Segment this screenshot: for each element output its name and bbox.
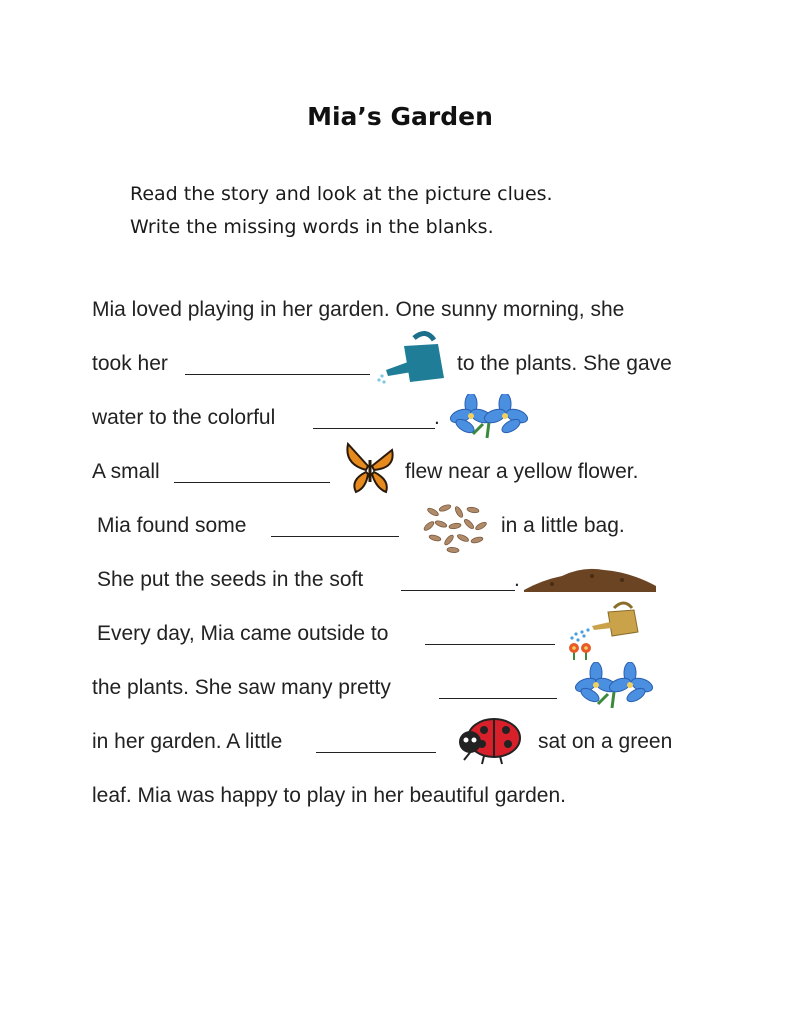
answer-blank[interactable] — [401, 590, 515, 591]
story-text: took her — [92, 352, 168, 375]
story-text: to the plants. She gave — [457, 352, 672, 375]
soil-pile-icon — [522, 564, 658, 594]
story-line-9 — [0, 722, 800, 762]
story-line-5 — [0, 506, 800, 546]
story-line-8 — [0, 668, 800, 708]
story-text: . — [514, 568, 520, 591]
story-text: Mia found some — [97, 514, 247, 537]
story-line-10 — [0, 776, 800, 816]
story-text: Every day, Mia came outside to — [97, 622, 389, 645]
ladybug-icon — [454, 714, 524, 766]
answer-blank[interactable] — [425, 644, 555, 645]
page-title: Mia’s Garden — [307, 102, 493, 131]
instruction-line-1: Read the story and look at the picture clues. — [130, 183, 553, 205]
story-line-4 — [0, 452, 800, 492]
instruction-line-2: Write the missing words in the blanks. — [130, 216, 494, 238]
answer-blank[interactable] — [185, 374, 370, 375]
instructions — [130, 178, 553, 244]
story-text: in a little bag. — [501, 514, 625, 537]
story-text: in her garden. A little — [92, 730, 283, 753]
story-line-1 — [0, 290, 800, 330]
answer-blank[interactable] — [174, 482, 330, 483]
story-line-6 — [0, 560, 800, 600]
story-text: sat on a green — [538, 730, 673, 753]
seeds-icon — [419, 498, 491, 554]
story-text: leaf. Mia was happy to play in her beautiful garden. — [92, 784, 566, 807]
story-text: flew near a yellow flower. — [405, 460, 639, 483]
answer-blank[interactable] — [313, 428, 435, 429]
story-line-3 — [0, 398, 800, 438]
story-line-2 — [0, 344, 800, 384]
blue-flowers-icon — [447, 394, 531, 440]
watering-can-icon — [374, 330, 450, 388]
butterfly-icon — [344, 440, 396, 496]
watering-flowers-icon — [562, 596, 642, 662]
story-text: water to the colorful — [92, 406, 276, 429]
answer-blank[interactable] — [271, 536, 399, 537]
blue-flowers-icon — [572, 662, 656, 710]
story-text: Mia loved playing in her garden. One sunny morning, she — [92, 298, 625, 321]
story-text: . — [434, 406, 440, 429]
answer-blank[interactable] — [439, 698, 557, 699]
story-text: She put the seeds in the soft — [97, 568, 364, 591]
story-line-7 — [0, 614, 800, 654]
story-text: A small — [92, 460, 160, 483]
answer-blank[interactable] — [316, 752, 436, 753]
story-text: the plants. She saw many pretty — [92, 676, 391, 699]
